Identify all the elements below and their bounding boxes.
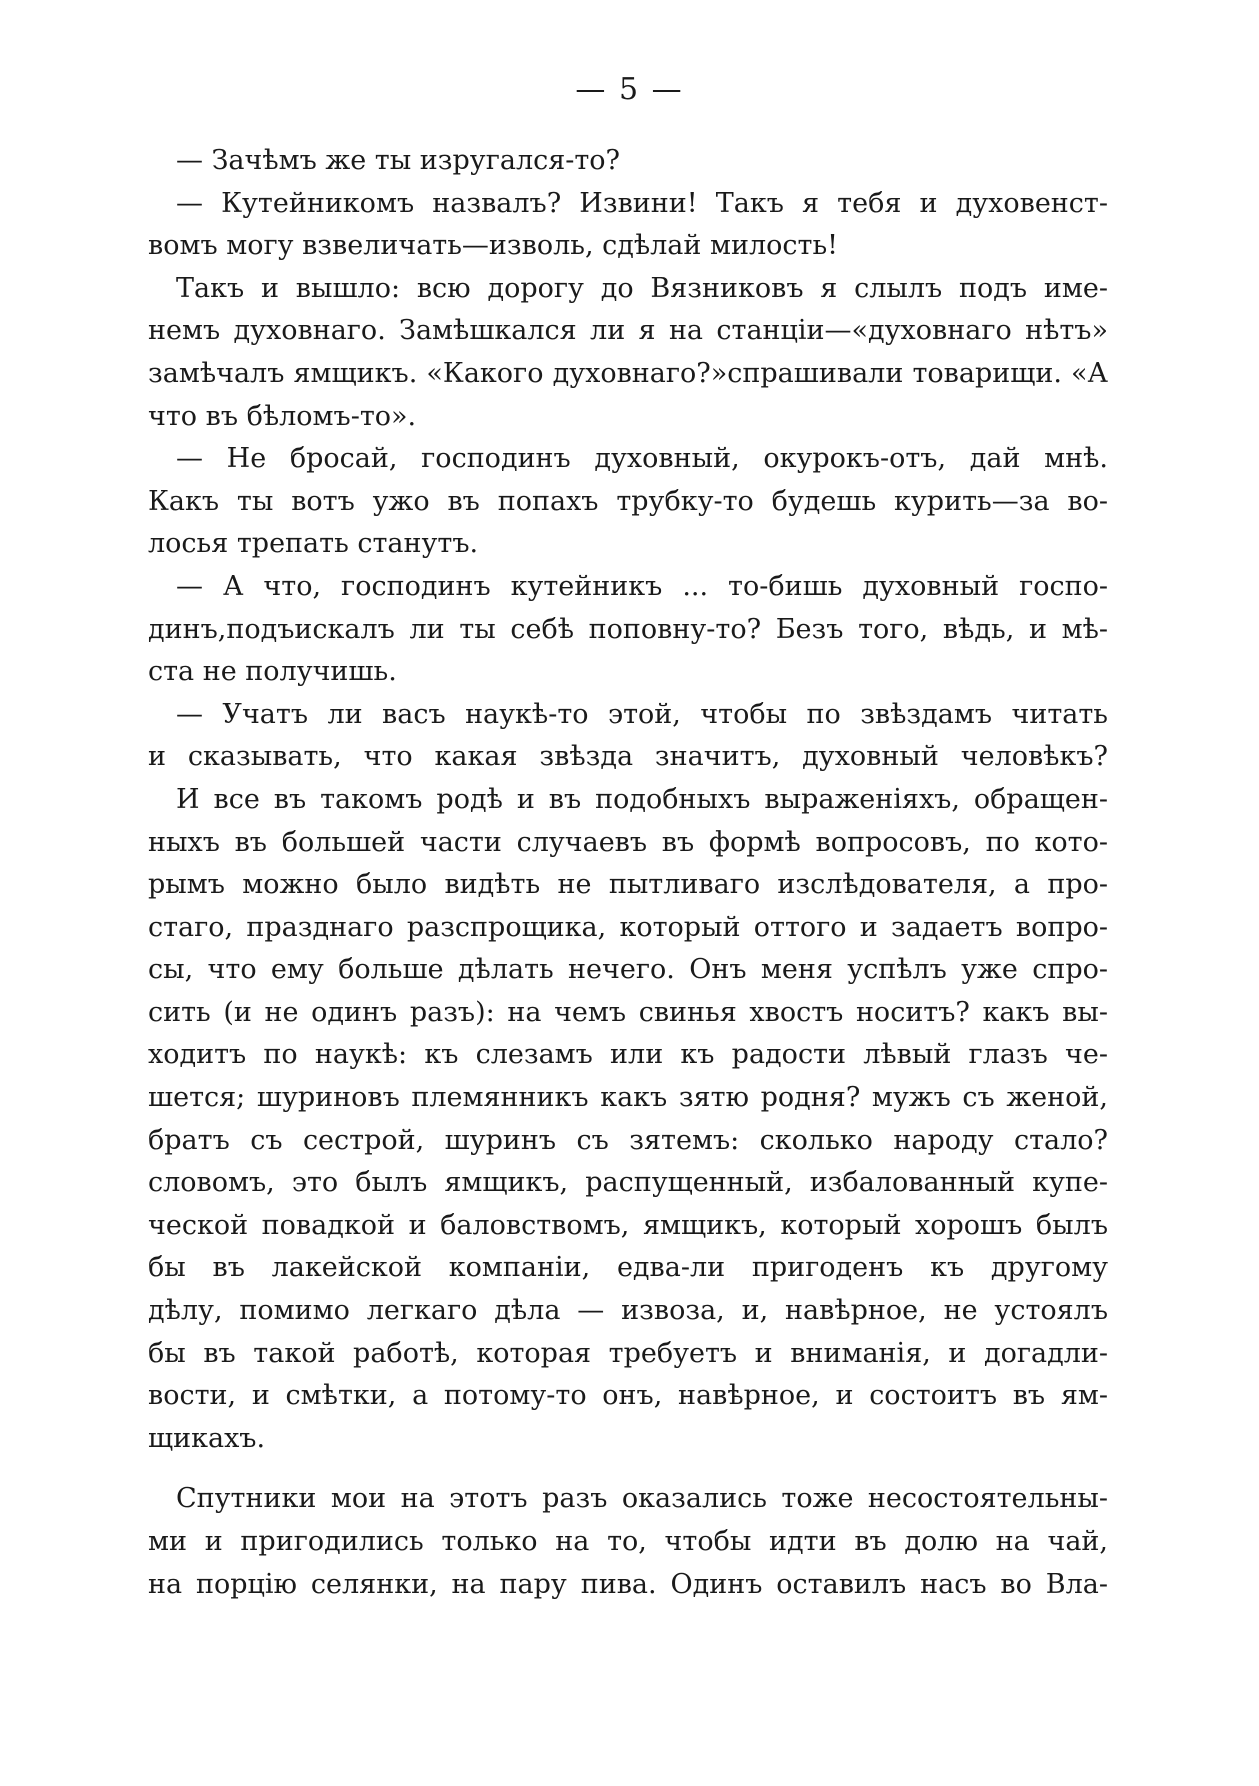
text-line: братъ съ сестрой, шуринъ съ зятемъ: сколько народу стало? [148,1124,1108,1156]
text-line: — А что, господинъ кутейникъ ... то-бишь духовный госпо- [176,570,1108,602]
text-line: рымъ можно было видѣть не пытливаго изслѣдователя, а про- [148,869,1108,901]
text-line: стаго, празднаго разспрощика, который оттого и задаетъ вопро- [148,911,1108,943]
text-line: шется; шуриновъ племянникъ какъ зятю родня? мужъ съ женой, [148,1082,1108,1114]
text-line: бы въ лакейской компаніи, едва-ли пригоденъ къ другому [148,1252,1108,1284]
text-line: ми и пригодились только на то, чтобы идти въ долю на чай, [148,1526,1108,1557]
text-line: немъ духовнаго. Замѣшкался ли я на станціи—«духовнаго нѣтъ» [148,315,1108,347]
text-line: лосья трепать станутъ. [148,528,479,560]
text-line: — Учатъ ли васъ наукѣ-то этой, чтобы по звѣздамъ читать [176,698,1108,730]
text-line: на порцію селянки, на пару пива. Одинъ оставилъ насъ во Вла- [148,1568,1108,1600]
page-number: — 5 — [575,72,684,107]
text-line: и сказывать, что какая звѣзда значитъ, духовный человѣкъ? [148,741,1108,773]
text-line: Какъ ты вотъ ужо въ попахъ трубку-то будешь курить—за во- [148,485,1108,517]
text-line: Спутники мои на этотъ разъ оказались тоже несостоятельны- [176,1483,1108,1515]
text-line: щикахъ. [148,1422,266,1454]
text-line: ста не получишь. [148,656,397,688]
text-line: словомъ, это былъ ямщикъ, распущенный, избалованный купе- [148,1167,1108,1199]
text-line: — Зачѣмъ же ты изругался-то? [176,145,621,176]
text-line: бы въ такой работѣ, которая требуетъ и вниманія, и догадли- [148,1337,1108,1369]
text-line: дѣлу, помимо легкаго дѣла — извоза, и, навѣрное, не устоялъ [148,1295,1108,1327]
text-line: ческой повадкой и баловствомъ, ямщикъ, который хорошъ былъ [148,1209,1108,1241]
text-line: динъ,подъискалъ ли ты себѣ поповну-то? Безъ того, вѣдь, и мѣ- [148,613,1108,645]
page-body [148,140,1108,1606]
text-line: замѣчалъ ямщикъ. «Какого духовнаго?»спрашивали товарищи. «А [148,357,1108,389]
text-line: Такъ и вышло: всю дорогу до Вязниковъ я слылъ подъ име- [176,272,1108,304]
text-line: — Кутейникомъ назвалъ? Извини! Такъ я тебя и духовенст- [176,187,1108,219]
text-line: вости, и смѣтки, а потому-то онъ, навѣрное, и состоитъ въ ям- [148,1380,1108,1412]
paragraph-gap [148,1460,1108,1478]
text-line: что въ бѣломъ-то». [148,400,417,432]
text-line: И все въ такомъ родѣ и въ подобныхъ выраженіяхъ, обращен- [176,783,1108,815]
text-line: — Не бросай, господинъ духовный, окурокъ-отъ, дай мнѣ. [176,443,1108,475]
text-line: ныхъ въ большей части случаевъ въ формѣ вопросовъ, по кото- [148,826,1108,858]
text-line: сы, что ему больше дѣлать нечего. Онъ меня успѣлъ уже спро- [148,954,1108,986]
text-line: сить (и не одинъ разъ): на чемъ свинья хвостъ носитъ? какъ вы- [148,996,1108,1028]
text-line: ходитъ по наукѣ: къ слезамъ или къ радости лѣвый глазъ че- [148,1039,1108,1071]
text-line: вомъ могу взвеличать—изволь, сдѣлай милость! [148,230,838,262]
